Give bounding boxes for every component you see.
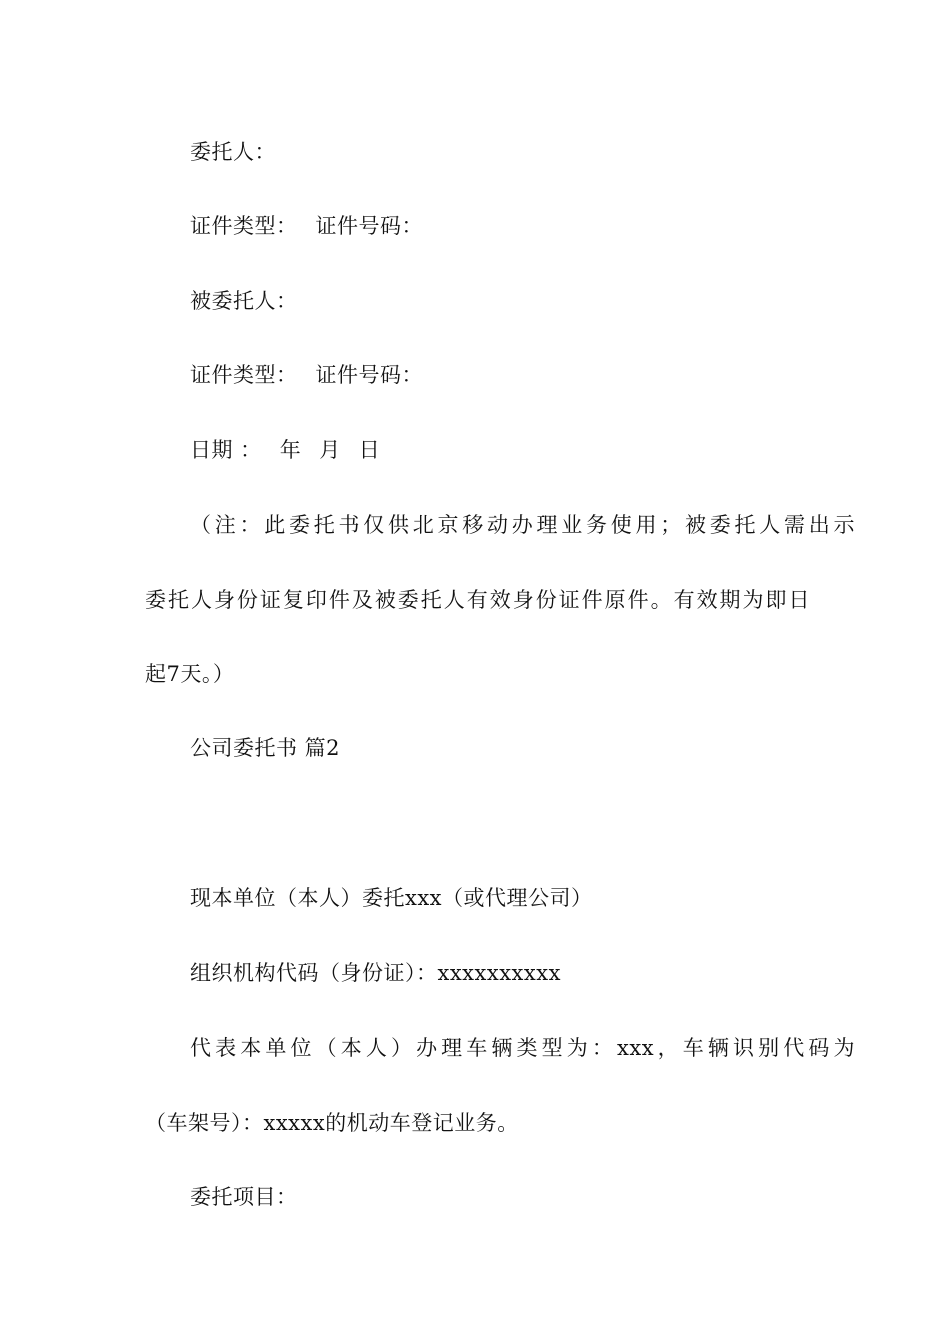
para-vehicle-line-1: 代表本单位（本人）办理车辆类型为：xxx，车辆识别代码为 [190,1036,855,1060]
date-row [145,435,855,465]
section-title: 公司委托书 篇2 [190,736,341,760]
entrustee-id-number: 证件号码： [315,363,423,387]
para-vehicle-line-2: （车架号）：xxxxx的机动车登记业务。 [145,1111,519,1135]
entrustee-id-row [145,360,855,390]
para-org-code: 组织机构代码（身份证）：xxxxxxxxxx [190,961,561,985]
date-label: 日期 ： [190,438,262,462]
date-day: 日 [358,438,381,462]
entrustor-label: 委托人： [190,140,276,164]
items-label: 委托项目： [190,1185,298,1209]
note-line-2: 委托人身份证复印件及被委托人有效身份证件原件。有效期为即日 [145,588,810,612]
date-year: 年 [279,438,302,462]
entrustee-label: 被委托人： [190,289,298,313]
para-entrust: 现本单位（本人）委托xxx（或代理公司） [190,886,593,910]
entrustee-id-type: 证件类型： [190,363,298,387]
note-line-1: （注：此委托书仅供北京移动办理业务使用；被委托人需出示 [190,513,855,537]
note-line-3: 起7天。） [145,662,235,686]
entrustor-id-type: 证件类型： [190,214,298,238]
entrustor-id-row [145,211,855,241]
entrustor-id-number: 证件号码： [315,214,423,238]
date-month: 月 [319,438,341,462]
